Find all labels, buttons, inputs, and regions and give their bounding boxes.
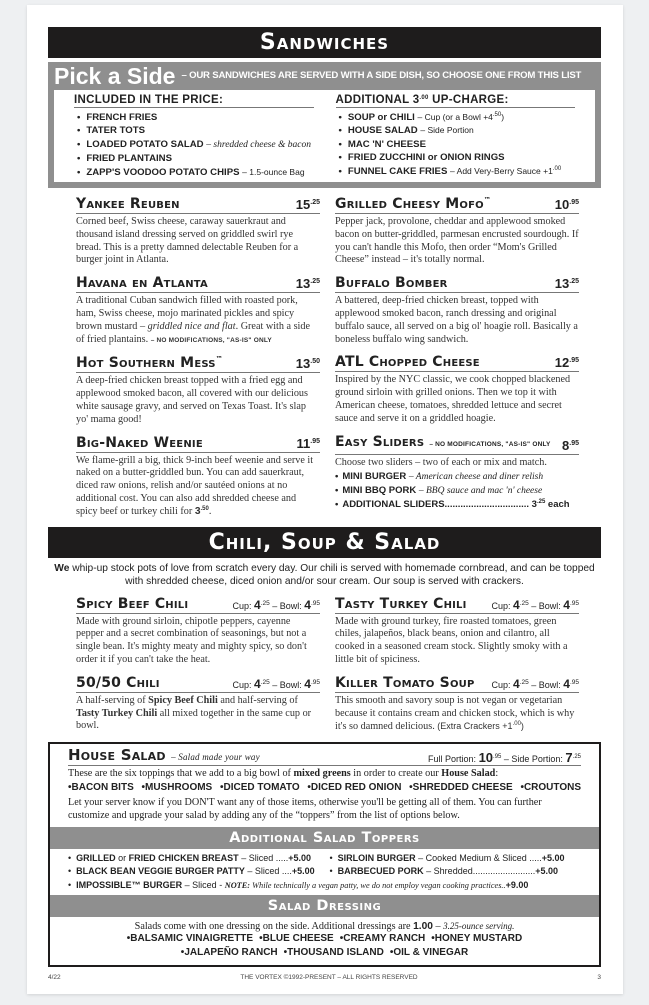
menu-content: [48, 27, 601, 967]
menu-item-buffalo-bomber: Buffalo Bomber $13^{.25}$ A battered, deep-fried chicken breast, topped with applewood smoked bacon, ranch dressing and original buffalo sauce, all served on a big ol' hoagie roll. Basically a boneless buffalo wing sandwich.: [335, 275, 579, 345]
included-heading: INCLUDED IN THE PRICE:: [74, 94, 314, 108]
house-salad-desc: These are the six toppings that we add to a big bowl of mixed greens in order to create our House Salad:: [68, 768, 499, 780]
sandwiches-header: Sandwiches: [48, 27, 601, 58]
menu-item-grilled-cheesy-mofo: Grilled Cheesy Mofo™ $10^{.95}$ Pepper jack, provolone, cheddar and applewood smoked bacon on butter-griddled, parmesan encrusted sourdough. If you can't handle this Mofo, then order “Mom's Grilled Cheese” instead – it's totally normal.: [335, 196, 579, 266]
side-item: • ZAPP'S VOODOO POTATO CHIPS – 1.5-ounce Bag: [74, 166, 314, 179]
menu-item-big-naked-weenie: Big-Naked Weenie $11^{.95}$ We flame-grill a big, thick 9-inch beef weenie and serve it naked on a butter-griddled bun. You can add sauerkraut, diced raw onions, relish and/or sautéed onions at no additional cost. You can also add shredded cheese and spicy beef or turkey chili for $3^{.50}$.: [76, 434, 320, 517]
side-item: • LOADED POTATO SALAD – shredded cheese & bacon: [74, 138, 314, 152]
dressing-list: • JALAPEÑO RANCH• THOUSAND ISLAND• OIL & VINEGAR: [60, 946, 589, 960]
side-item: • MAC 'N' CHEESE: [336, 138, 576, 151]
menu-item-havana-en-atlanta: Havana en Atlanta $13^{.25}$ A traditional Cuban sandwich filled with roasted pork, ham, Swiss cheese, mojo marinated pickles and spicy brown mustard – griddled nice and flat. Great with a side of fried plantains. – NO MODIFICATIONS, "AS-IS" ONLY: [76, 275, 320, 345]
footer-date: 4/22: [48, 974, 61, 982]
chili-soup-salad-header: Chili, Soup & Salad: [48, 527, 601, 558]
menu-item-atl-chopped-cheese: ATL Chopped Cheese $12^{.95}$ Inspired by the NYC classic, we cook chopped blackened ground sirloin with grilled onions. Then we top it with American cheese, tomatoes, shredded lettuce and secret sauce and serve it on a griddled hoagie.: [335, 354, 579, 424]
side-item: • HOUSE SALAD – Side Portion: [336, 124, 576, 137]
pick-a-side-box: [48, 62, 601, 188]
toppers-header: Additional Salad Toppers: [50, 827, 599, 849]
side-item: • TATER TOTS: [74, 124, 314, 137]
topper-item: • GRILLED or FRIED CHICKEN BREAST – Sliced .....+5.00: [68, 852, 320, 866]
slider-option: • MINI BBQ PORK – BBQ sauce and mac 'n' cheese: [335, 484, 579, 498]
chili-intro: We whip-up stock pots of love from scratch every day. Our chili is served with homemade cornbread, and can be topped with shredded cheese, diced onion and/or sour cream. Our soup is served with crackers.: [54, 562, 595, 587]
page-footer: [48, 973, 601, 982]
upcharge-heading: ADDITIONAL $3^{.00}$ UP-CHARGE:: [336, 94, 576, 108]
upcharge-sides: [336, 94, 576, 179]
slider-option: • ADDITIONAL SLIDERS................................ $3^{.25}$ each: [335, 498, 579, 512]
pick-a-side-header: [54, 62, 595, 90]
side-item: • FRIED ZUCCHINI or ONION RINGS: [336, 151, 576, 164]
side-item: • FRIED PLANTAINS: [74, 152, 314, 165]
side-item: • FRENCH FRIES: [74, 111, 314, 124]
side-options: [54, 90, 595, 182]
chili-grid: [48, 588, 601, 735]
house-salad-header: House Salad – Salad made your way Full Portion: $10^{.95}$ – Side Portion: $7^{.25}$: [68, 746, 581, 766]
side-item: • SOUP or CHILI – Cup (or a Bowl $+4^{.50}$): [336, 111, 576, 124]
topper-item: • BLACK BEAN VEGGIE BURGER PATTY – Sliced ....+5.00: [68, 865, 320, 879]
topper-item: • IMPOSSIBLE™ BURGER – Sliced - NOTE: While technically a vegan patty, we do not employ vegan cooking practices..+9.00: [68, 879, 581, 893]
sandwich-grid: [48, 188, 601, 519]
footer-copyright: THE VORTEX ©1992-PRESENT – ALL RIGHTS RESERVED: [240, 974, 418, 982]
house-salad-toppings: • BACON BITS • MUSHROOMS • DICED TOMATO • DICED RED ONION • SHREDDED CHEESE • CROUTONS: [68, 781, 581, 795]
slider-option: • MINI BURGER – American cheese and diner relish: [335, 470, 579, 484]
pick-a-side-subtitle: – OUR SANDWICHES ARE SERVED WITH A SIDE DISH, SO CHOOSE ONE FROM THIS LIST: [181, 70, 582, 81]
dressing-section: [50, 917, 599, 965]
topper-item: • BARBECUED PORK – Shredded.........................+5.00: [330, 865, 582, 879]
house-salad-box: [48, 742, 601, 967]
menu-item-yankee-reuben: Yankee Reuben $15^{.25}$ Corned beef, Swiss cheese, caraway sauerkraut and thousand island dressing served on griddled swirl rye bread. This is a pretty damned delectable Reuben for a burger joint in Atlanta.: [76, 196, 320, 266]
dressing-list: • BALSAMIC VINAIGRETTE• BLUE CHEESE• CREAMY RANCH• HONEY MUSTARD: [60, 932, 589, 946]
pick-a-side-title: Pick a Side: [54, 63, 176, 89]
menu-item-50-50-chili: 50/50 Chili Cup: $4^{.25}$ – Bowl: $4^{.95}$ A half-serving of Spicy Beef Chili and half-serving of Tasty Turkey Chili all mixed together in the same cup or bowl.: [76, 674, 320, 732]
menu-item-tasty-turkey-chili: Tasty Turkey Chili Cup: $4^{.25}$ – Bowl: $4^{.95}$ Made with ground turkey, fire roasted tomatoes, green chiles, jalapeños, black beans, onion and cilantro, all cooked in a seasoned cream stock. Slightly smoky with a little bit of spiciness.: [335, 595, 579, 665]
toppers-list: [50, 849, 599, 896]
dressing-header: Salad Dressing: [50, 895, 599, 917]
menu-page: [27, 5, 623, 994]
menu-item-killer-tomato-soup: Killer Tomato Soup Cup: $4^{.25}$ – Bowl: $4^{.95}$ This smooth and savory soup is not vegan or vegetarian because it contains cream and chicken stock, which is why it's so damned delicious. (Extra Crackers $+1^{.00}$): [335, 674, 579, 733]
page-number: 3: [597, 974, 601, 982]
topper-item: • SIRLOIN BURGER – Cooked Medium & Sliced .....+5.00: [330, 852, 582, 866]
side-item: • FUNNEL CAKE FRIES – Add Very-Berry Sauce $+1^{.00}$: [336, 165, 576, 178]
menu-item-spicy-beef-chili: Spicy Beef Chili Cup: $4^{.25}$ – Bowl: $4^{.95}$ Made with ground sirloin, chipotle peppers, cayenne pepper and a secret combination of seasonings, but not a single bean. It's mighty meaty and mighty spicy, so don't order it if you can't take the heat.: [76, 595, 320, 665]
house-salad-note: Let your server know if you DON'T want any of those items, otherwise you'll be getting all of them. You can further customize and upgrade your salad by adding any of the “toppers” from the list of options below.: [68, 796, 542, 821]
menu-item-easy-sliders: Easy Sliders – NO MODIFICATIONS, "AS-IS" ONLY $8^{.95}$ Choose two sliders – two of each or mix and match. • MINI BURGER – American cheese and diner relish • MINI BBQ PORK – BBQ sauce and mac 'n' cheese • ADDITIONAL SLIDERS................................ $3^{.25}$ each: [335, 434, 579, 513]
menu-item-hot-southern-mess: Hot Southern Mess™ $13^{.50}$ A deep-fried chicken breast topped with a fried egg and applewood smoked bacon, all covered with our delicious white sausage gravy, and served on Texas Toast. It's slap yo' mama good!: [76, 355, 320, 425]
included-sides: [74, 94, 314, 179]
dressing-note: Salads come with one dressing on the side. Additional dressings are 1.00 – 3.25-ounce serving.: [134, 921, 515, 933]
